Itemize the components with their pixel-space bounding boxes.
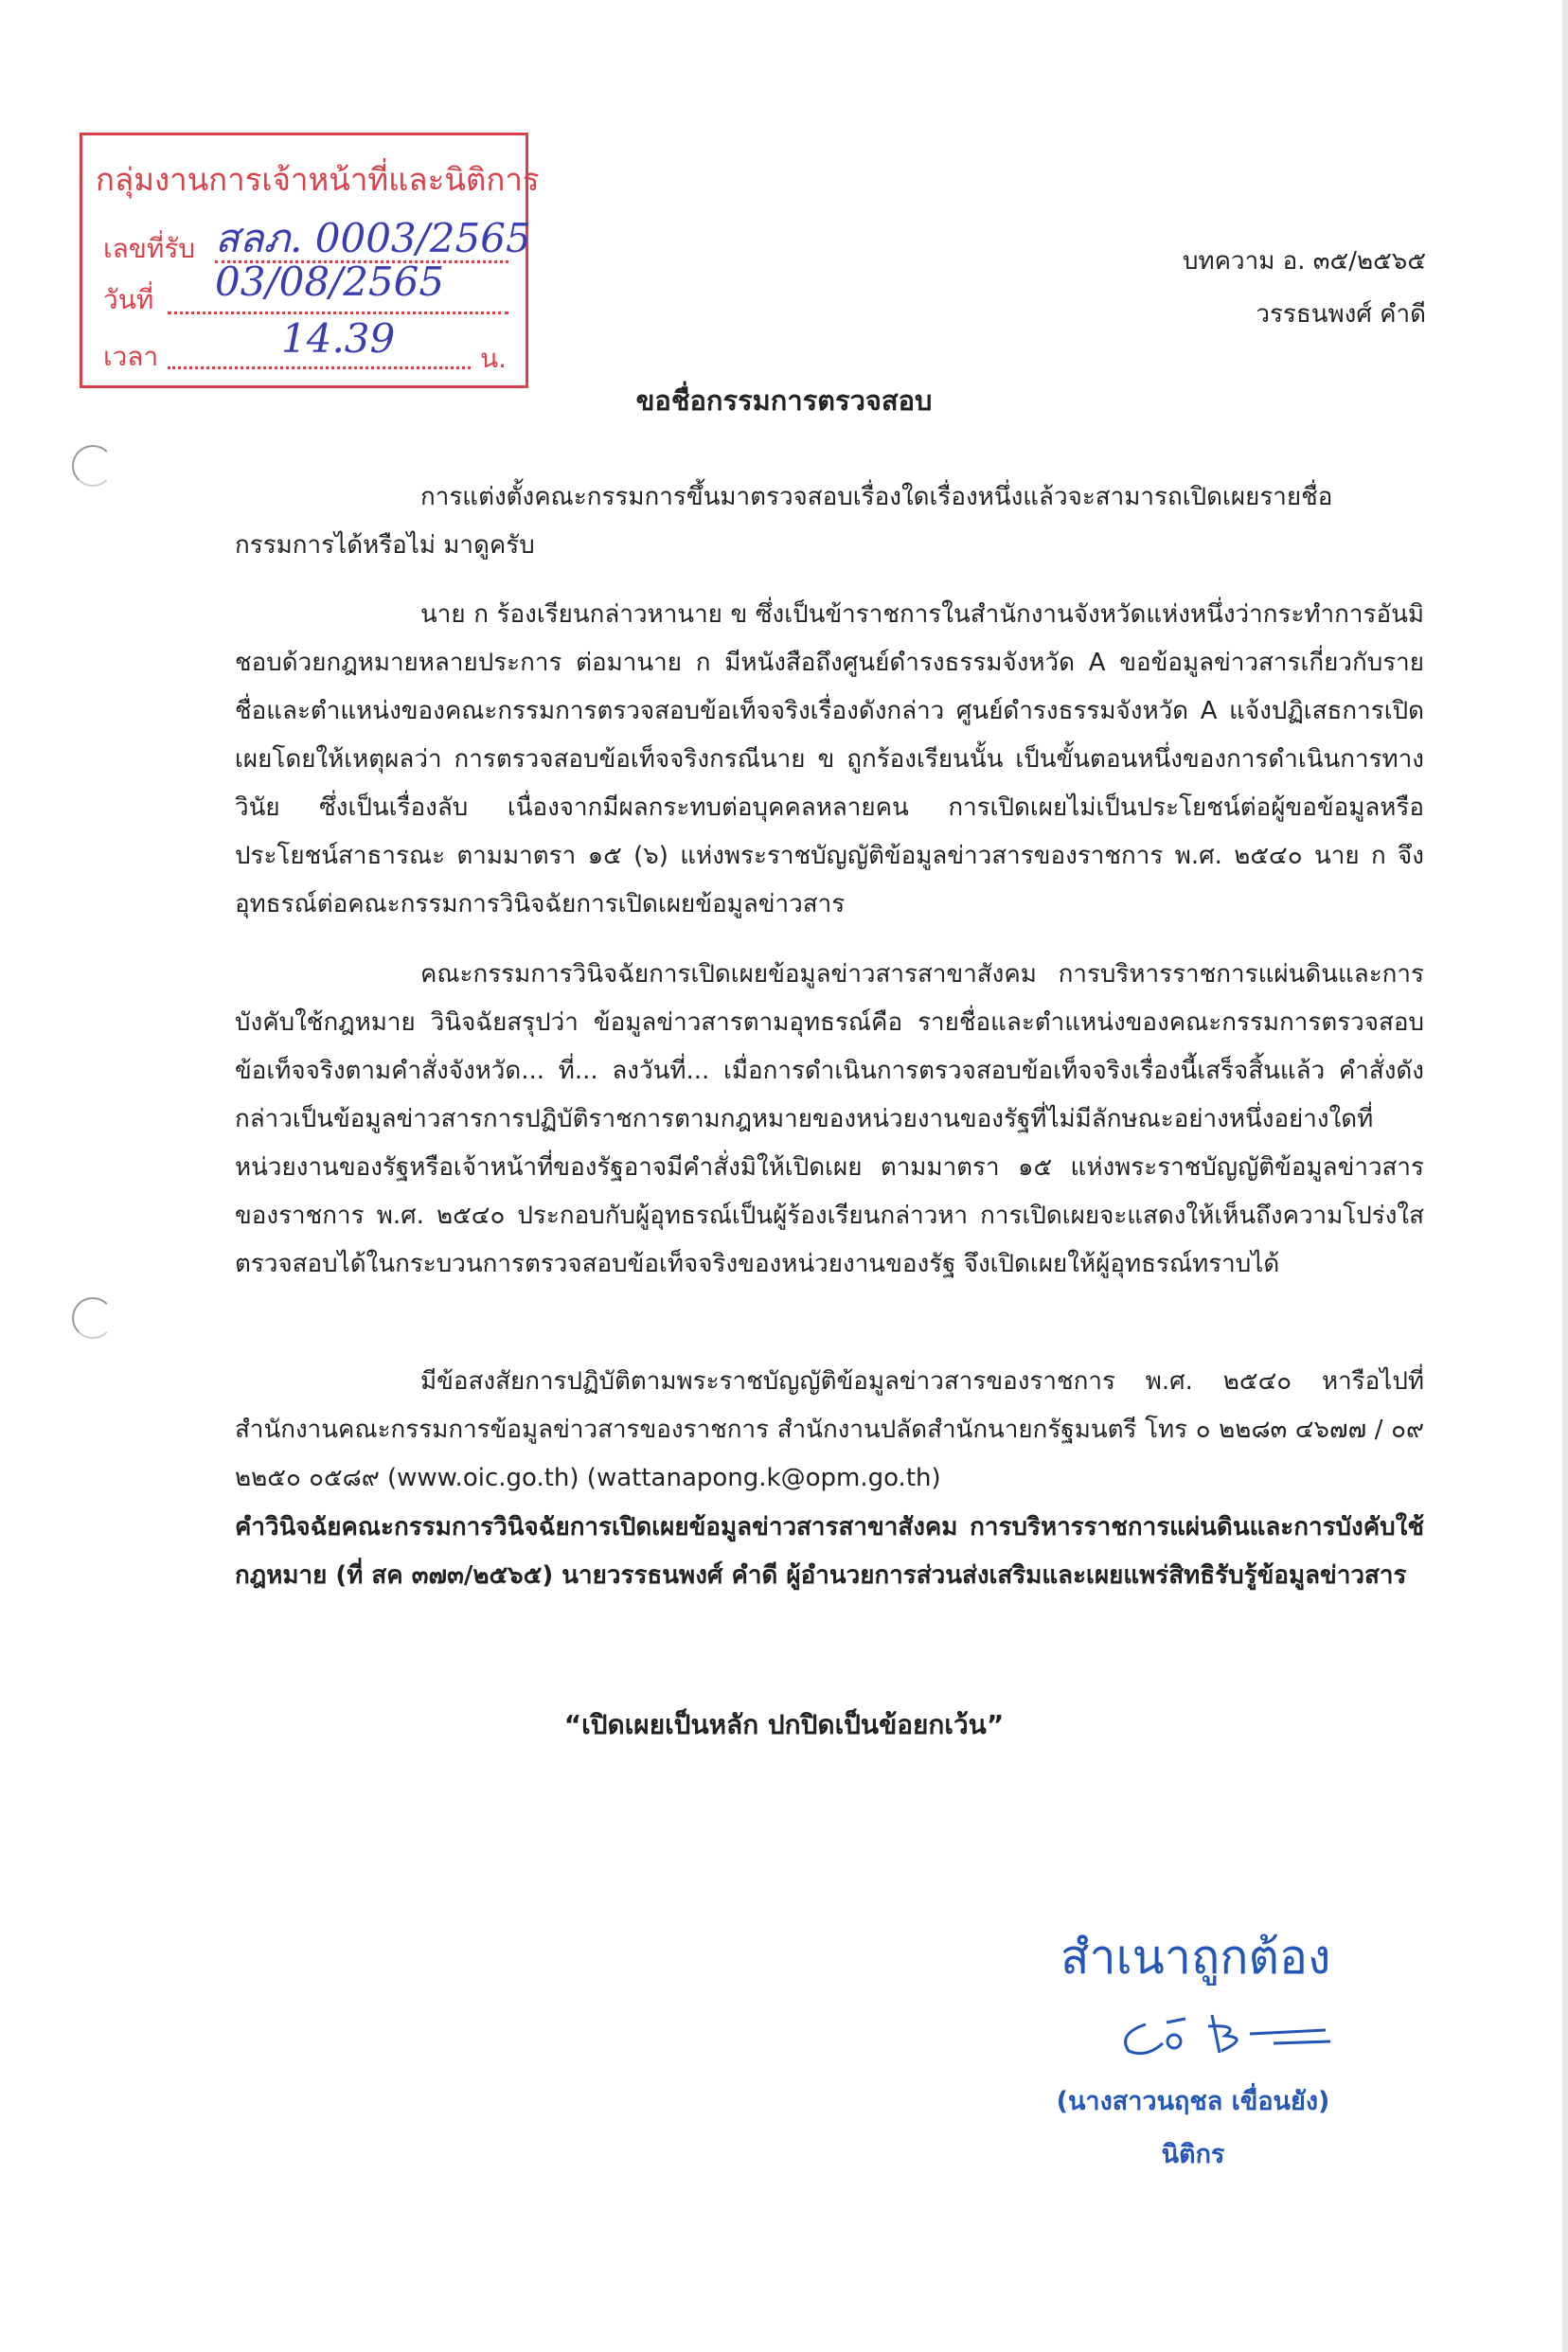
stamp-time-value: 14.39 bbox=[281, 315, 396, 362]
stamp-date-value: 03/08/2565 bbox=[215, 258, 445, 305]
certified-copy-text: สำเนาถูกต้อง bbox=[1060, 1930, 1331, 1985]
stamp-time-suffix: น. bbox=[480, 343, 508, 374]
paper-edge bbox=[1562, 0, 1568, 2352]
paragraph-ruling-reference: คำวินิจฉัยคณะกรรมการวินิจฉัยการเปิดเผยข้อมูลข่าวสารสาขาสังคม การบริหารราชการแผ่นดินและการบังคับใช้กฎหมาย (ที่ สค ๓๗๓/๒๕๖๕) นายวรรธนพงศ์ คำดี ผู้อำนวยการส่วนส่งเสริมและเผยแพร่สิทธิรับรู้ข้อมูลข่าวสาร bbox=[235, 1513, 1424, 1590]
document-title: ขอชื่อกรรมการตรวจสอบ bbox=[635, 384, 933, 417]
receipt-stamp bbox=[80, 133, 540, 388]
author-name: วรรธนพงศ์ คำดี bbox=[1256, 300, 1426, 329]
paragraph-decision: คณะกรรมการวินิจฉัยการเปิดเผยข้อมูลข่าวสารสาขาสังคม การบริหารราชการแผ่นดินและการบังคับใช้กฎหมาย วินิจฉัยสรุปว่า ข้อมูลข่าวสารตามอุทธรณ์คือ รายชื่อและตำแหน่งของคณะกรรมการตรวจสอบข้อเท็จจริงตามคำสั่งจังหวัด... ที่... ลงวันที่... เมื่อการดำเนินการตรวจสอบข้อเท็จจริงเรื่องนี้เสร็จสิ้นแล้ว คำสั่งดังกล่าวเป็นข้อมูลข่าวสารการปฏิบัติราชการตามกฎหมายของหน่วยงานของรัฐที่ไม่มีลักษณะอย่างหนึ่งอย่างใดที่หน่วยงานของรัฐหรือเจ้าหน้าที่ของรัฐอาจมีคำสั่งมิให้เปิดเผย ตามมาตรา ๑๕ แห่งพระราชบัญญัติข้อมูลข่าวสารของราชการ พ.ศ. ๒๕๔๐ ประกอบกับผู้อุทธรณ์เป็นผู้ร้องเรียนกล่าวหา การเปิดเผยจะแสดงให้เห็นถึงความโปร่งใสตรวจสอบได้ในกระบวนการตรวจสอบข้อเท็จจริงของหน่วยงานของรัฐ จึงเปิดเผยให้ผู้อุทธรณ์ทราบได้ bbox=[235, 960, 1424, 1278]
paragraph-intro: การแต่งตั้งคณะกรรมการขึ้นมาตรวจสอบเรื่องใดเรื่องหนึ่งแล้วจะสามารถเปิดเผยรายชื่อกรรมการได้หรือไม่ มาดูครับ bbox=[235, 483, 1333, 560]
stamp-date-label: วันที่ bbox=[103, 284, 154, 315]
handwritten-signature bbox=[1108, 2005, 1335, 2062]
slogan: “เปิดเผยเป็นหลัก ปกปิดเป็นข้อยกเว้น” bbox=[563, 1709, 1005, 1740]
stamp-time-label: เวลา bbox=[103, 341, 159, 372]
stamp-office: กลุ่มงานการเจ้าหน้าที่และนิติการ bbox=[96, 161, 540, 198]
dotted-line bbox=[168, 366, 471, 369]
signer-block bbox=[1042, 2076, 1345, 2182]
punch-hole bbox=[72, 445, 114, 487]
paragraph-contact: มีข้อสงสัยการปฏิบัติตามพระราชบัญญัติข้อมูลข่าวสารของราชการ พ.ศ. ๒๕๔๐ หารือไปที่สำนักงานคณะกรรมการข้อมูลข่าวสารของราชการ สำนักงานปลัดสำนักนายกรัฐมนตรี โทร ๐ ๒๒๘๓ ๔๖๗๗ / ๐๙ ๒๒๕๐ ๐๕๘๙ (www.oic.go.th) (wattanapong.k@opm.go.th) bbox=[235, 1367, 1424, 1492]
stamp-received-no: สลภ. 0003/2565 bbox=[215, 215, 531, 261]
stamp-received-label: เลขที่รับ bbox=[103, 233, 196, 264]
signer-name: (นางสาวนฤชล เขื่อนยัง) bbox=[1056, 2087, 1330, 2116]
article-reference bbox=[1183, 235, 1426, 341]
signer-position: นิติกร bbox=[1161, 2140, 1225, 2169]
paragraph-facts: นาย ก ร้องเรียนกล่าวหานาย ข ซึ่งเป็นข้าราชการในสำนักงานจังหวัดแห่งหนึ่งว่ากระทำการอันมิชอบด้วยกฎหมายหลายประการ ต่อมานาย ก มีหนังสือถึงศูนย์ดำรงธรรมจังหวัด A ขอข้อมูลข่าวสารเกี่ยวกับรายชื่อและตำแหน่งของคณะกรรมการตรวจสอบข้อเท็จจริงเรื่องดังกล่าว ศูนย์ดำรงธรรมจังหวัด A แจ้งปฏิเสธการเปิดเผยโดยให้เหตุผลว่า การตรวจสอบข้อเท็จจริงกรณีนาย ข ถูกร้องเรียนนั้น เป็นขั้นตอนหนึ่งของการดำเนินการทางวินัย ซึ่งเป็นเรื่องลับ เนื่องจากมีผลกระทบต่อบุคคลหลายคน การเปิดเผยไม่เป็นประโยชน์ต่อผู้ขอข้อมูลหรือประโยชน์สาธารณะ ตามมาตรา ๑๕ (๖) แห่งพระราชบัญญัติข้อมูลข่าวสารของราชการ พ.ศ. ๒๕๔๐ นาย ก จึงอุทธรณ์ต่อคณะกรรมการวินิจฉัยการเปิดเผยข้อมูลข่าวสาร bbox=[235, 600, 1424, 918]
dotted-line bbox=[168, 312, 508, 314]
reference-number: บทความ อ. ๓๕/๒๕๖๕ bbox=[1183, 247, 1426, 276]
punch-hole bbox=[72, 1297, 114, 1339]
